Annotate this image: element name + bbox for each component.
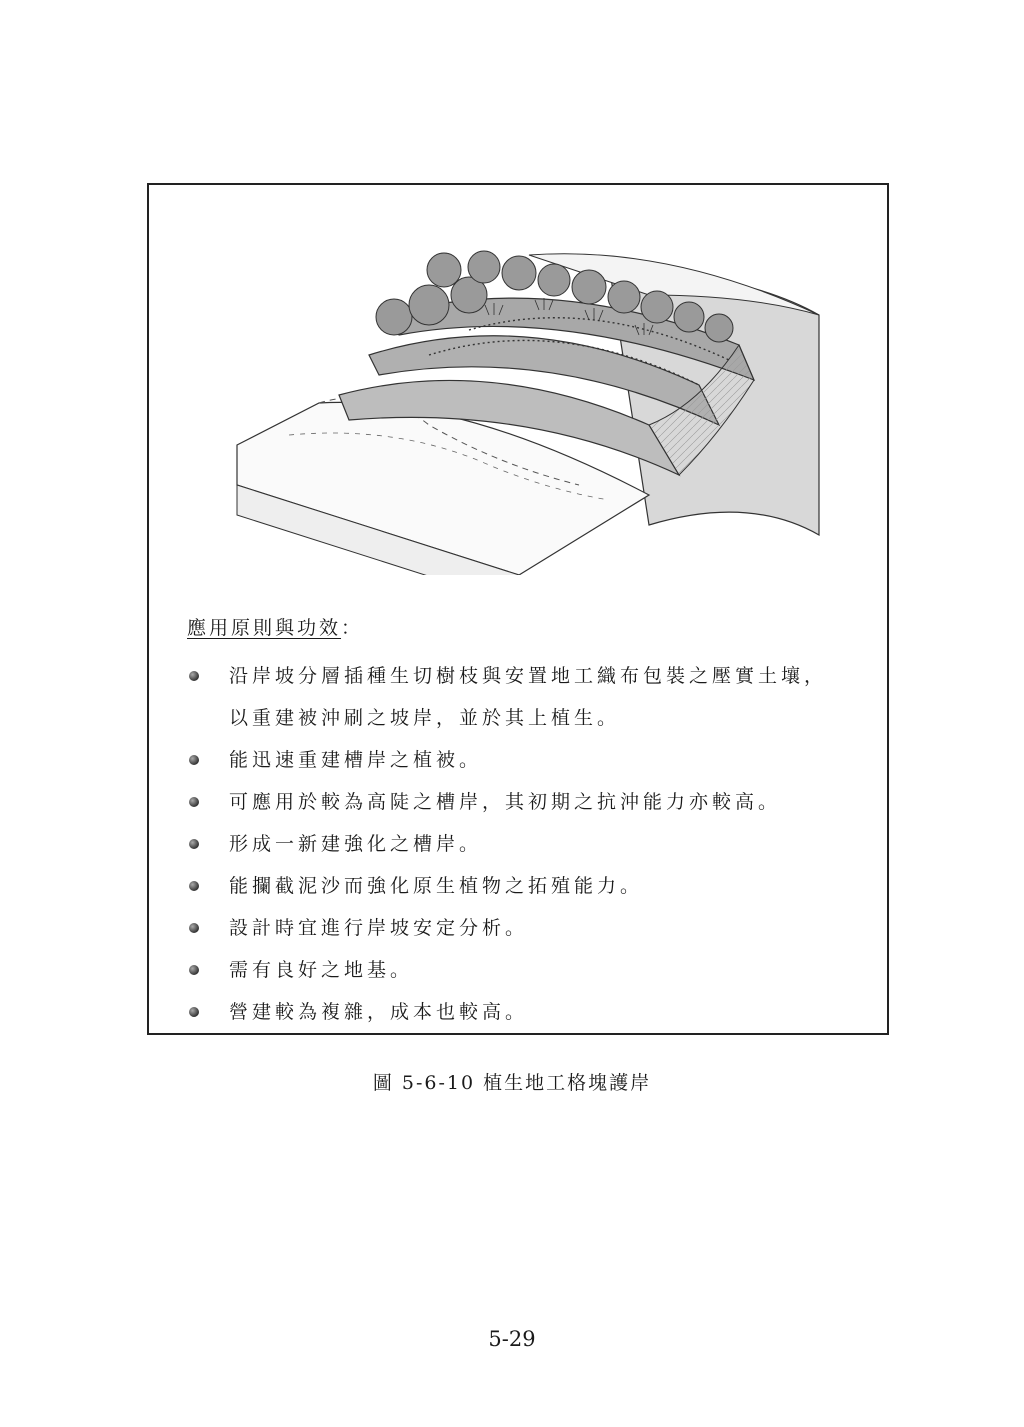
bullet-icon bbox=[189, 881, 199, 891]
bullet-icon bbox=[189, 797, 199, 807]
list-item: 沿岸坡分層插種生切樹枝與安置地工織布包裝之壓實土壤， 以重建被沖刷之坡岸，並於其上植生。 bbox=[187, 655, 887, 739]
list-item: 形成一新建強化之槽岸。 bbox=[187, 823, 887, 865]
figure-caption: 圖 5-6-10 植生地工格塊護岸 bbox=[372, 1072, 652, 1094]
list-item: 設計時宜進行岸坡安定分析。 bbox=[187, 907, 887, 949]
list-item: 能攔截泥沙而強化原生植物之拓殖能力。 bbox=[187, 865, 887, 907]
bullet-icon bbox=[189, 923, 199, 933]
list-item: 能迅速重建槽岸之植被。 bbox=[187, 739, 887, 781]
list-item: 營建較為複雜，成本也較高。 bbox=[187, 991, 887, 1033]
bullet-icon bbox=[189, 755, 199, 765]
list-item: 需有良好之地基。 bbox=[187, 949, 887, 991]
bullet-icon bbox=[189, 1007, 199, 1017]
principles-list bbox=[187, 655, 887, 1033]
page-number: 5-29 bbox=[488, 1327, 536, 1351]
vegetated-geogrid-bank-illustration bbox=[229, 235, 829, 575]
bullet-icon bbox=[189, 965, 199, 975]
figure-box bbox=[147, 183, 889, 1035]
bullet-icon bbox=[189, 839, 199, 849]
bullet-icon bbox=[189, 671, 199, 681]
application-principles-heading: 應用原則與功效： bbox=[187, 617, 364, 639]
list-item: 可應用於較為高陡之槽岸，其初期之抗沖能力亦較高。 bbox=[187, 781, 887, 823]
